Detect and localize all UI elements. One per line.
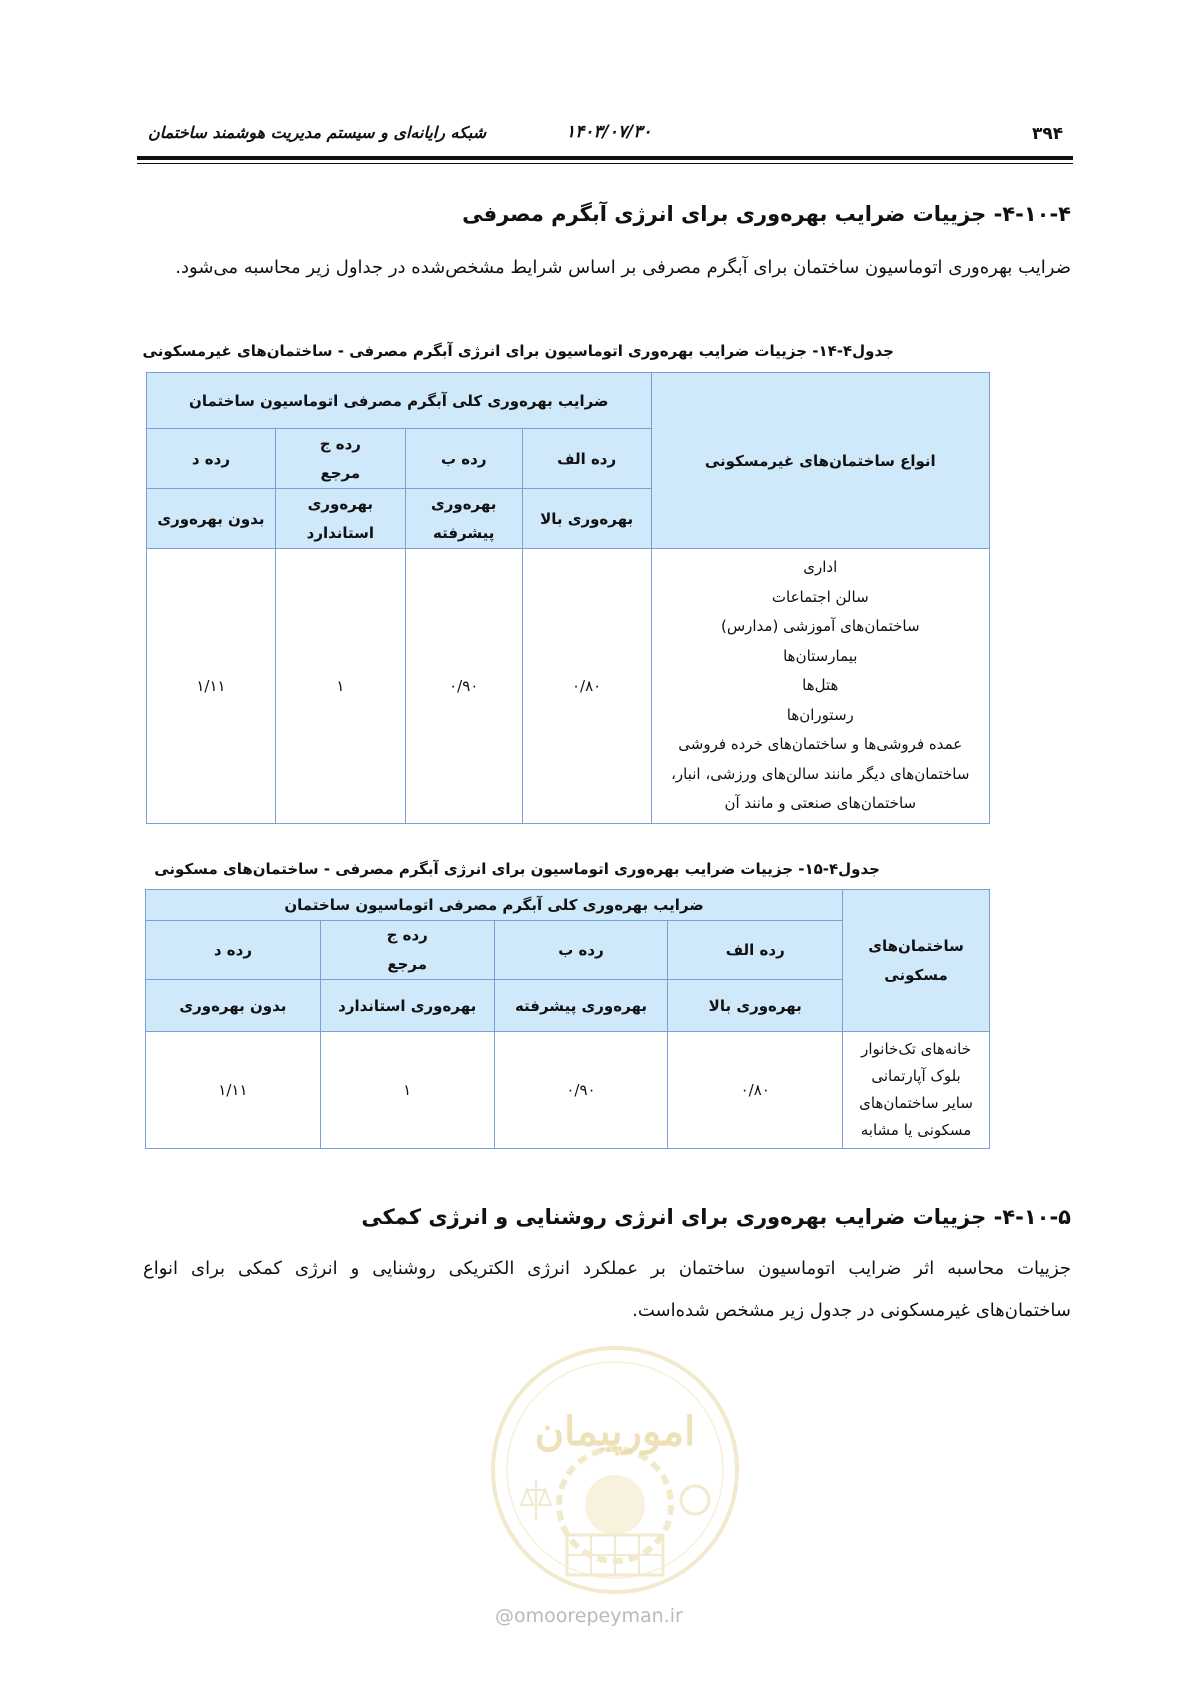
- table-header-performance-b: [405, 489, 522, 549]
- section-heading: ۴-۱۰-۵- جزییات ضرایب بهره‌وری برای انرژی روشنایی و انرژی کمکی: [361, 1205, 1071, 1229]
- value-class-b: ۰/۹۰: [405, 549, 522, 824]
- value-class-a: ۰/۸۰: [668, 1032, 843, 1149]
- value-class-d: ۱/۱۱: [147, 549, 276, 824]
- class-sublabel: مرجع: [387, 955, 428, 973]
- value-class-c: ۱: [275, 549, 405, 824]
- table-header-group: ضرایب بهره‌وری کلی آبگرم مصرفی اتوماسیون ساختمان: [146, 890, 843, 921]
- list-item: سایر ساختمان‌های: [859, 1094, 973, 1112]
- list-item: خانه‌های تک‌خانوار: [861, 1040, 971, 1058]
- header-title: شبکه رایانه‌ای و سیستم مدیریت هوشمند ساختمان: [148, 123, 487, 142]
- list-item: اداری: [803, 558, 838, 576]
- table-header-performance-c: [275, 489, 405, 549]
- table-header-building-type: انواع ساختمان‌های غیرمسکونی: [651, 373, 989, 549]
- table-header-building-type: [843, 890, 990, 1032]
- list-item: مسکونی یا مشابه: [860, 1121, 972, 1139]
- table-header-performance-a: بهره‌وری بالا: [522, 489, 651, 549]
- performance-label: بهره‌وری: [307, 494, 374, 513]
- section-paragraph: ضرایب بهره‌وری اتوماسیون ساختمان برای آبگرم مصرفی بر اساس شرایط مشخص‌شده در جداول زیر محاسبه می‌شود.: [175, 257, 1071, 278]
- data-table: [146, 372, 990, 824]
- performance-label: بهره‌وری: [431, 494, 497, 513]
- class-label: رده ج: [386, 926, 428, 944]
- table-header-performance-b: بهره‌وری پیشرفته: [494, 980, 668, 1032]
- section-heading: ۴-۱۰-۴- جزییات ضرایب بهره‌وری برای انرژی آبگرم مصرفی: [462, 202, 1071, 226]
- list-item: ساختمان‌های صنعتی و مانند آن: [724, 794, 917, 812]
- header-rule-thin: [137, 163, 1073, 164]
- section-paragraph-line-2: ساختمان‌های غیرمسکونی در جدول زیر مشخص شده‌است.: [632, 1300, 1071, 1321]
- table-header-performance-d: بدون بهره‌وری: [147, 489, 276, 549]
- header-rule-thick: [137, 156, 1073, 160]
- table-row: [147, 549, 990, 824]
- list-item: ساختمان‌های آموزشی (مدارس): [720, 617, 920, 635]
- table-caption: جدول۴-۱۴- جزییات ضرایب بهره‌وری اتوماسیون برای انرژی آبگرم مصرفی - ساختمان‌های غیرمسکونی: [142, 342, 894, 360]
- value-class-b: ۰/۹۰: [494, 1032, 668, 1149]
- watermark-label: امورپیمان: [534, 1408, 696, 1455]
- table-header-class-a: رده الف: [668, 921, 843, 980]
- table-header-performance-a: بهره‌وری بالا: [668, 980, 843, 1032]
- table-row: [146, 1032, 990, 1149]
- list-item: بلوک آپارتمانی: [871, 1067, 961, 1085]
- header-label: ساختمان‌های: [868, 936, 964, 955]
- section-paragraph-line-1: جزییات محاسبه اثر ضرایب اتوماسیون ساختمان بر عملکرد انرژی الکتریکی روشنایی و انرژی کمکی برای انواع: [143, 1258, 1071, 1279]
- building-type-list: [651, 549, 989, 824]
- performance-sublabel: استاندارد: [306, 523, 375, 542]
- table-header-class-c: [275, 429, 405, 489]
- table-header-performance-c: بهره‌وری استاندارد: [320, 980, 494, 1032]
- header-sublabel: مسکونی: [884, 965, 948, 984]
- value-class-a: ۰/۸۰: [522, 549, 651, 824]
- class-sublabel: مرجع: [320, 463, 361, 482]
- list-item: بیمارستان‌ها: [783, 646, 858, 665]
- list-item: سالن اجتماعات: [771, 587, 869, 606]
- header-date: ۱۴۰۳/۰۷/۳۰: [566, 122, 652, 142]
- table-header-class-d: رده د: [146, 921, 321, 980]
- page-number: ۳۹۴: [1032, 124, 1064, 144]
- performance-sublabel: پیشرفته: [433, 523, 495, 542]
- table-header-class-c: [320, 921, 494, 980]
- table-header-class-b: رده ب: [494, 921, 668, 980]
- building-type-list: [843, 1032, 990, 1149]
- table-header-class-a: رده الف: [522, 429, 651, 489]
- list-item: رستوران‌ها: [786, 705, 854, 724]
- value-class-c: ۱: [320, 1032, 494, 1149]
- table-header-class-d: رده د: [147, 429, 276, 489]
- list-item: ساختمان‌های دیگر مانند سالن‌های ورزشی، انبار،: [671, 764, 970, 783]
- table-caption: جدول۴-۱۵- جزییات ضرایب بهره‌وری اتوماسیون برای انرژی آبگرم مصرفی - ساختمان‌های مسکونی: [154, 860, 880, 878]
- value-class-d: ۱/۱۱: [146, 1032, 321, 1149]
- data-table: [145, 889, 990, 1149]
- table-header-group: ضرایب بهره‌وری کلی آبگرم مصرفی اتوماسیون ساختمان: [147, 373, 652, 429]
- watermark-url: @omoorepeyman.ir: [495, 1605, 683, 1627]
- table-header-class-b: رده ب: [405, 429, 522, 489]
- table-header-performance-d: بدون بهره‌وری: [146, 980, 321, 1032]
- list-item: هتل‌ها: [802, 676, 839, 694]
- list-item: عمده فروشی‌ها و ساختمان‌های خرده فروشی: [678, 735, 963, 753]
- watermark-text: [485, 1340, 745, 1600]
- class-label: رده ج: [319, 434, 361, 453]
